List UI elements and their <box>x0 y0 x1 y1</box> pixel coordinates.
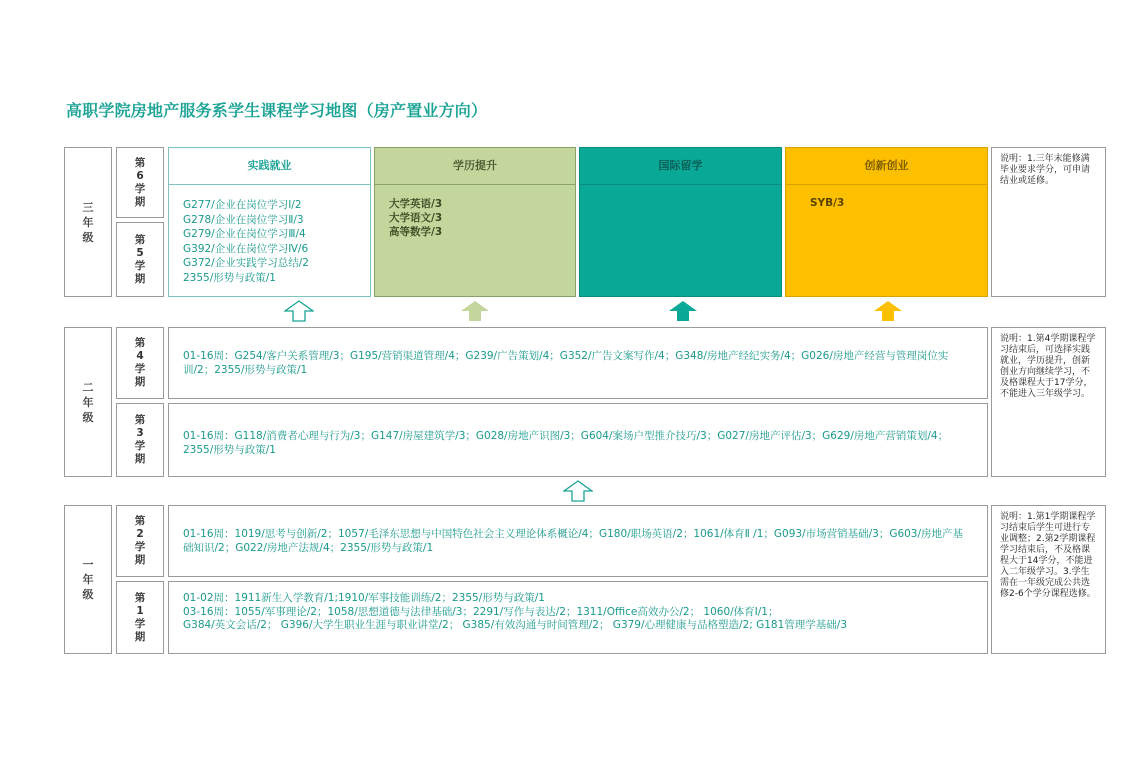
track-practice-header: 实践就业 <box>169 148 370 185</box>
course-line: 高等数学/3 <box>389 226 443 238</box>
year-3-text: 三年级 <box>82 200 94 244</box>
course-line: 03-16周：1055/军事理论/2；1058/思想道德与法律基础/3；2291/写作与表达/2；1311/Office高效办公/2； 1060/体育Ⅰ/1； <box>183 605 779 618</box>
year-label-1 <box>64 505 112 654</box>
course-line: G278/企业在岗位学习Ⅱ/3 <box>183 213 304 226</box>
semester-3-courses: 01-16周：G118/消费者心理与行为/3；G147/房屋建筑学/3；G028/房地产识图/3；G604/案场户型推介技巧/3；G027/房地产评估/3；G629/房地产营销策划/4；2355/形势与政策/1 <box>168 403 988 477</box>
semester-3-label: 第3学期 <box>116 403 164 477</box>
arrow-up-outline-icon <box>563 480 593 502</box>
course-line: 大学语文/3 <box>389 212 443 224</box>
semester-1-courses <box>168 581 988 654</box>
track-study-abroad <box>579 147 782 297</box>
semester-4-courses: 01-16周：G254/客户关系管理/3；G195/营销渠道管理/4；G239/广告策划/4；G352/广告文案写作/4；G348/房地产经纪实务/4；G026/房地产经营与管理岗位实训/2；2355/形势与政策/1 <box>168 327 988 399</box>
semester-2-label: 第2学期 <box>116 505 164 577</box>
track-degree-upgrade <box>374 147 576 297</box>
course-line: G392/企业在岗位学习Ⅳ/6 <box>183 242 309 255</box>
year3-note: 说明：1.三年末能修满毕业要求学分，可申请结业或延修。 <box>991 147 1106 297</box>
track-innovation-courses <box>786 185 987 219</box>
track-abroad-header: 国际留学 <box>580 148 781 185</box>
track-practice-courses <box>169 185 370 293</box>
arrow-up-green-icon <box>460 300 490 322</box>
track-practice-employment <box>168 147 371 297</box>
track-innovation-entrepreneurship <box>785 147 988 297</box>
year1-note: 说明：1.第1学期课程学习结束后学生可进行专业调整；2.第2学期课程学习结束后，不及格课程大于14学分，不能进入二年级学习。3.学生需在一年级完成公共选修2-6个学分课程选修。 <box>991 505 1106 654</box>
year-label-3 <box>64 147 112 297</box>
arrow-up-teal-icon <box>668 300 698 322</box>
year-1-text: 一年级 <box>82 558 94 601</box>
course-line: G279/企业在岗位学习Ⅲ/4 <box>183 228 306 240</box>
year2-note: 说明：1.第4学期课程学习结束后，可选择实践就业，学历提升，创新创业方向继续学习，不及格课程大于17学分，不能进入三年级学习。 <box>991 327 1106 477</box>
year-2-text: 二年级 <box>82 380 94 424</box>
semester-4-label: 第4学期 <box>116 327 164 399</box>
page-title: 高职学院房地产服务系学生课程学习地图（房产置业方向） <box>66 101 488 120</box>
course-line: G372/企业实践学习总结/2 <box>183 257 309 269</box>
arrow-up-gold-icon <box>873 300 903 322</box>
semester-2-courses: 01-16周：1019/思考与创新/2；1057/毛泽东思想与中国特色社会主义理论体系概论/4；G180/职场英语/2；1061/体育Ⅱ /1；G093/市场营销基础/3；G603/房地产基础知识/2；G022/房地产法规/4；2355/形势与政策/1 <box>168 505 988 577</box>
course-line: 大学英语/3 <box>389 198 443 210</box>
semester-5-label: 第5学期 <box>116 222 164 297</box>
semester-6-label: 第6学期 <box>116 147 164 218</box>
course-line: G384/英文会话/2； G396/大学生职业生涯与职业讲堂/2； G385/有效沟通与时间管理/2； G379/心理健康与品格塑造/2; G181管理学基础/3 <box>183 619 848 631</box>
course-line: G277/企业在岗位学习Ⅰ/2 <box>183 199 302 211</box>
track-degree-header: 学历提升 <box>375 148 575 185</box>
track-innovation-header: 创新创业 <box>786 148 987 185</box>
track-degree-courses <box>375 185 575 247</box>
arrow-up-outline-icon <box>284 300 314 322</box>
course-line: SYB/3 <box>810 197 845 209</box>
course-line: 01-02周：1911新生入学教育/1;1910/军事技能训练/2；2355/形势与政策/1 <box>183 592 545 604</box>
semester-1-label: 第1学期 <box>116 581 164 654</box>
year-label-2 <box>64 327 112 477</box>
course-line: 2355/形势与政策/1 <box>183 271 276 284</box>
